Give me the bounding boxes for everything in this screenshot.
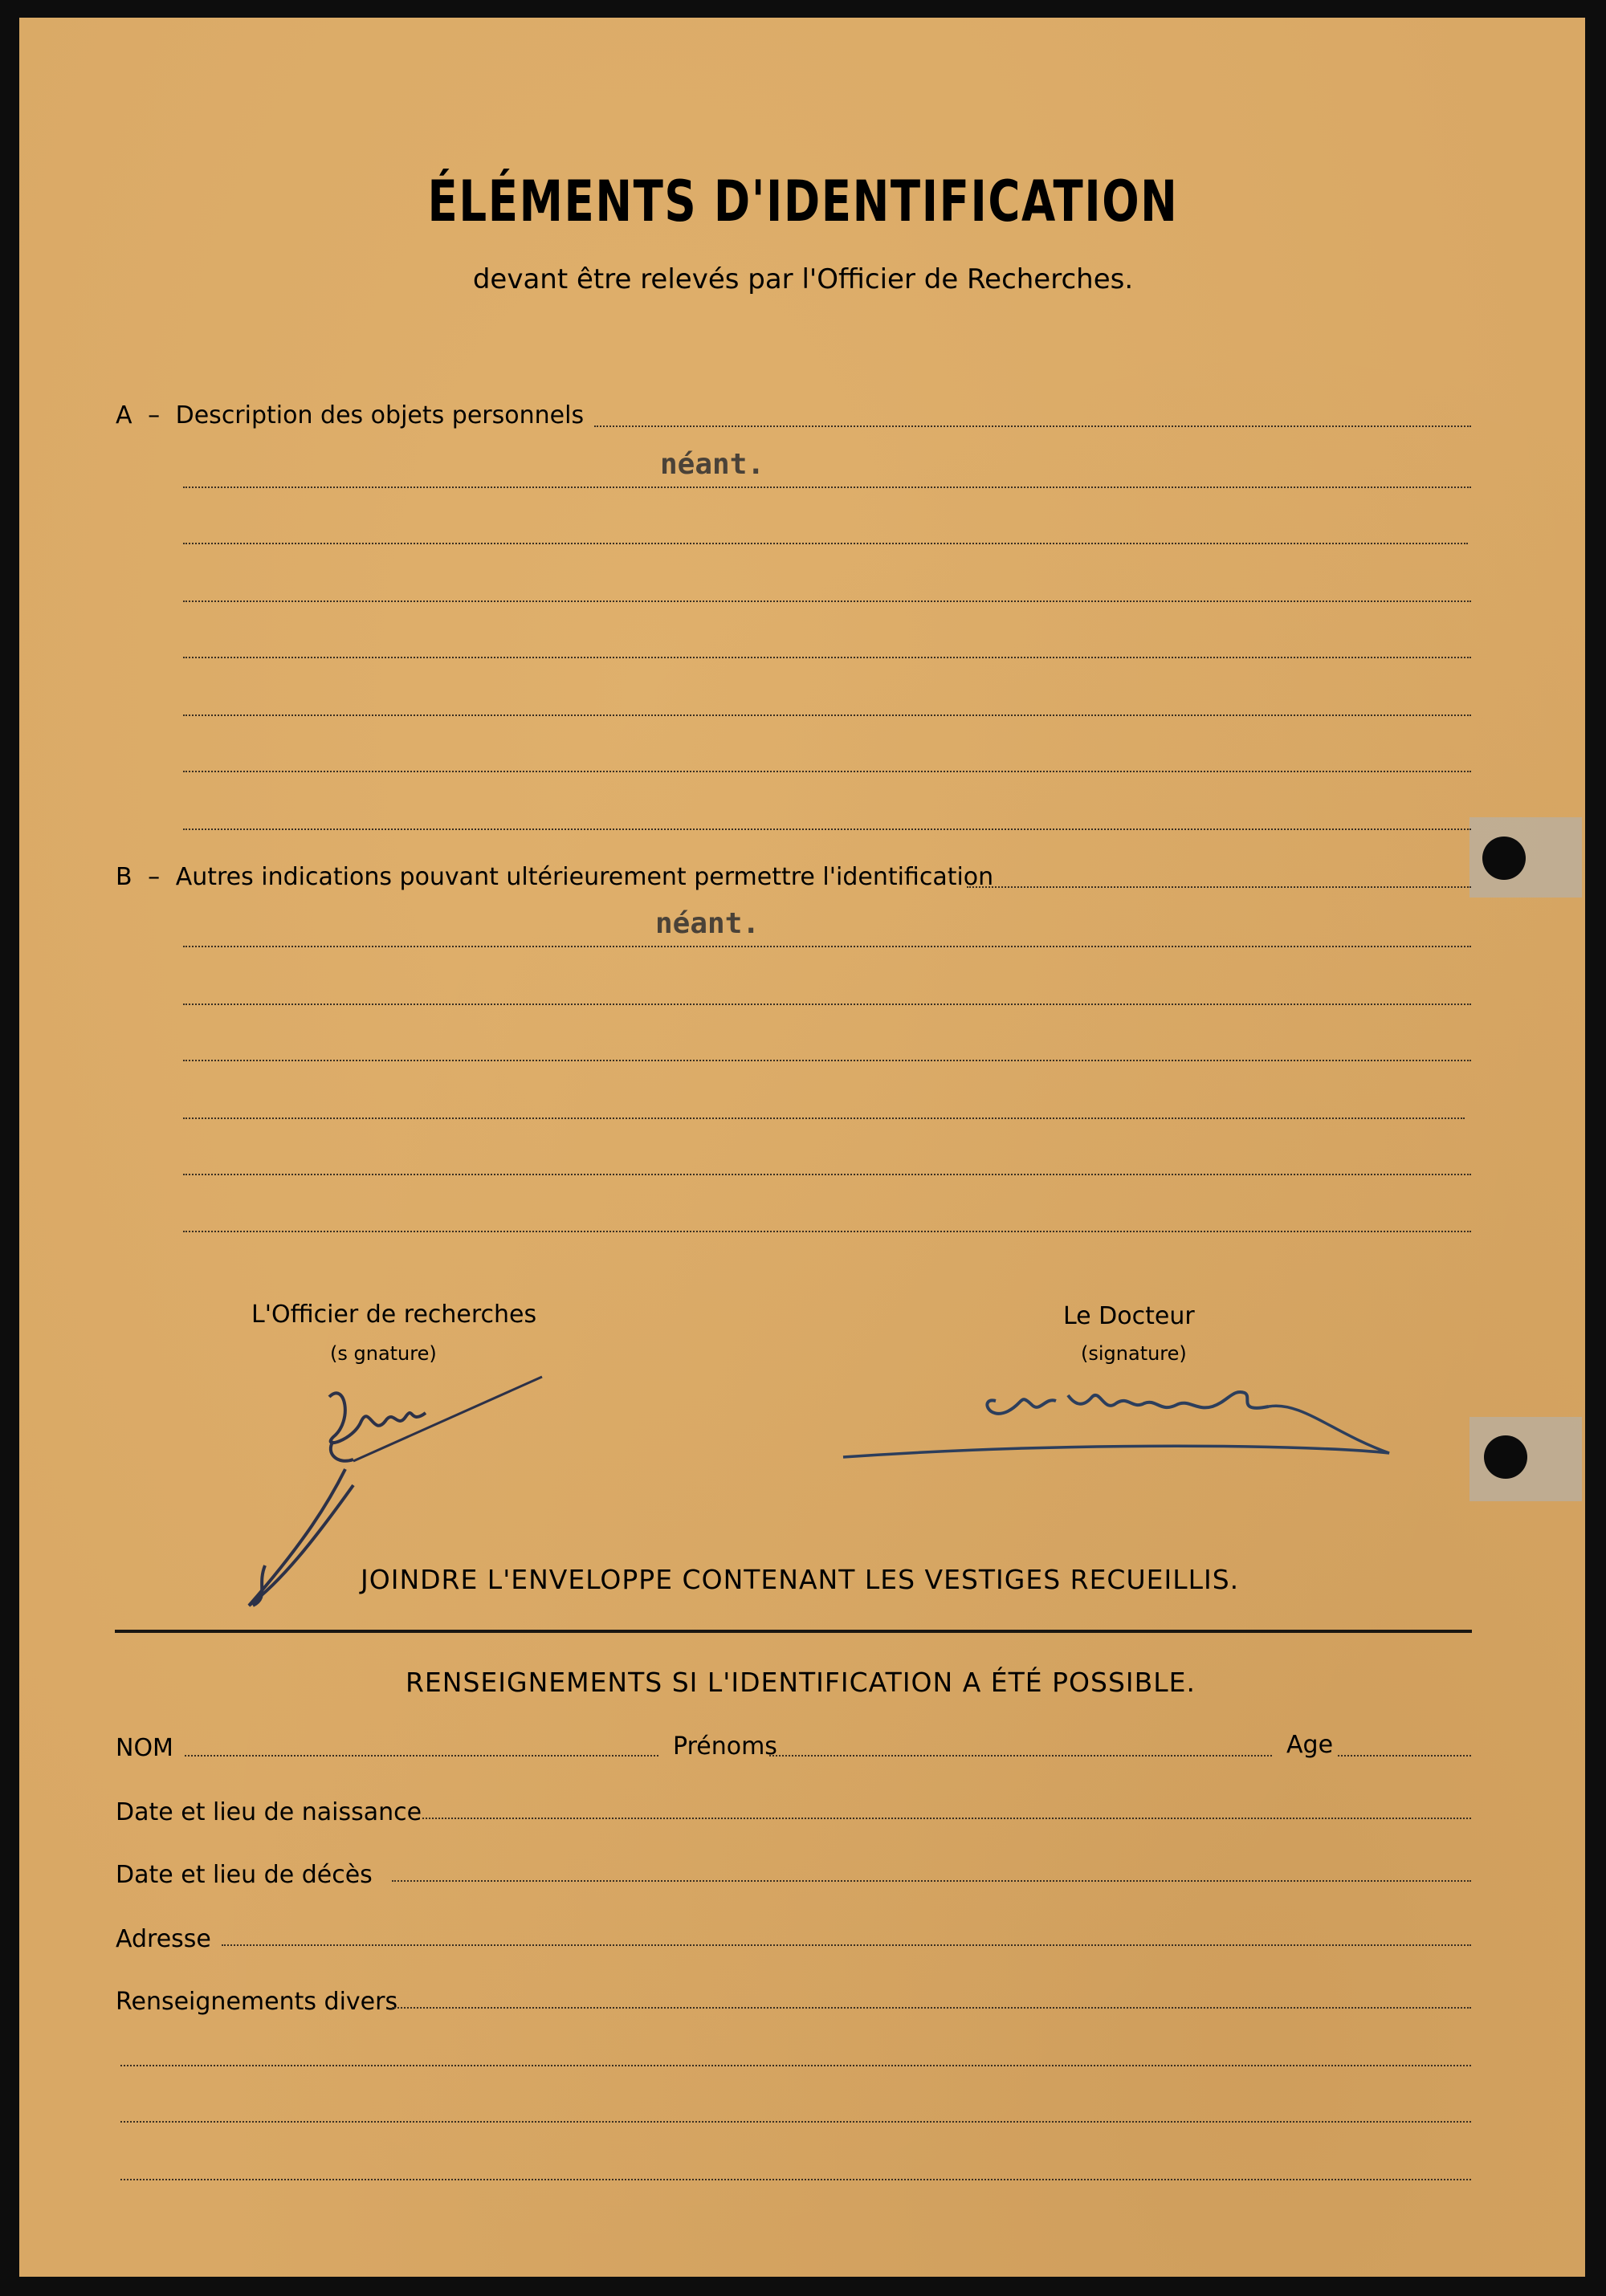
page-subtitle: devant être relevés par l'Officier de Recherches. <box>472 263 1134 295</box>
doctor-signature <box>835 1357 1397 1469</box>
age-line <box>1338 1755 1471 1757</box>
prenoms-line <box>769 1755 1272 1757</box>
section-b-line-2 <box>183 946 1471 947</box>
naissance-label: Date et lieu de naissance <box>116 1798 422 1826</box>
section-a-line-1 <box>594 425 1471 427</box>
punch-hole-bottom <box>1484 1435 1527 1479</box>
section-b-value: néant. <box>655 907 760 940</box>
section-b-letter: B <box>116 863 132 891</box>
nom-line <box>185 1755 658 1757</box>
section-a-line-8 <box>183 828 1471 830</box>
section-divider <box>115 1630 1472 1633</box>
officer-signature-note: (s gnature) <box>330 1342 437 1365</box>
section-b-line-7 <box>183 1231 1471 1232</box>
section-a-line-2 <box>183 486 1471 488</box>
section-a-line-4 <box>183 600 1471 602</box>
age-label: Age <box>1286 1731 1334 1759</box>
divers-line-4 <box>120 2179 1471 2180</box>
nom-label: NOM <box>116 1734 173 1762</box>
deces-label: Date et lieu de décès <box>116 1861 373 1889</box>
prenoms-label: Prénoms <box>673 1732 777 1761</box>
section-b-line-6 <box>183 1174 1471 1175</box>
section-a-value: néant. <box>660 448 765 481</box>
divers-label: Renseignements divers <box>116 1988 398 2016</box>
doctor-signature-note: (signature) <box>1081 1342 1187 1365</box>
section-b-line-5 <box>183 1117 1465 1119</box>
deces-line <box>392 1880 1471 1882</box>
adresse-line <box>222 1944 1471 1946</box>
section-a-dash: – <box>148 401 161 429</box>
divers-line-2 <box>120 2065 1471 2066</box>
section-b-label: Autres indications pouvant ultérieurement permettre l'identification <box>175 863 994 891</box>
section-a-line-7 <box>183 771 1471 772</box>
section-a-line-6 <box>183 714 1471 716</box>
section-a-letter: A <box>116 401 132 429</box>
section-a-line-5 <box>183 657 1471 658</box>
divers-line-1 <box>392 2007 1471 2009</box>
section-b-line-3 <box>183 1003 1471 1005</box>
section-b-line-1 <box>967 886 1471 888</box>
form-page <box>19 18 1585 2277</box>
info-heading: RENSEIGNEMENTS SI L'IDENTIFICATION A ÉTÉ POSSIBLE. <box>406 1667 1196 1698</box>
section-b-heading <box>116 863 993 891</box>
page-title: ÉLÉMENTS D'IDENTIFICATION <box>427 169 1179 234</box>
section-b-dash: – <box>148 863 161 891</box>
officer-title: L'Officier de recherches <box>251 1301 537 1329</box>
section-a-line-3 <box>183 543 1468 544</box>
doctor-title: Le Docteur <box>1063 1302 1195 1330</box>
punch-hole-top <box>1482 837 1526 880</box>
section-a-label: Description des objets personnels <box>175 401 585 429</box>
section-a-heading <box>116 401 584 429</box>
adresse-label: Adresse <box>116 1925 211 1953</box>
divers-line-3 <box>120 2121 1471 2123</box>
enclose-envelope-note: JOINDRE L'ENVELOPPE CONTENANT LES VESTIGES RECUEILLIS. <box>361 1564 1240 1595</box>
naissance-line <box>422 1818 1471 1819</box>
section-b-line-4 <box>183 1060 1471 1061</box>
